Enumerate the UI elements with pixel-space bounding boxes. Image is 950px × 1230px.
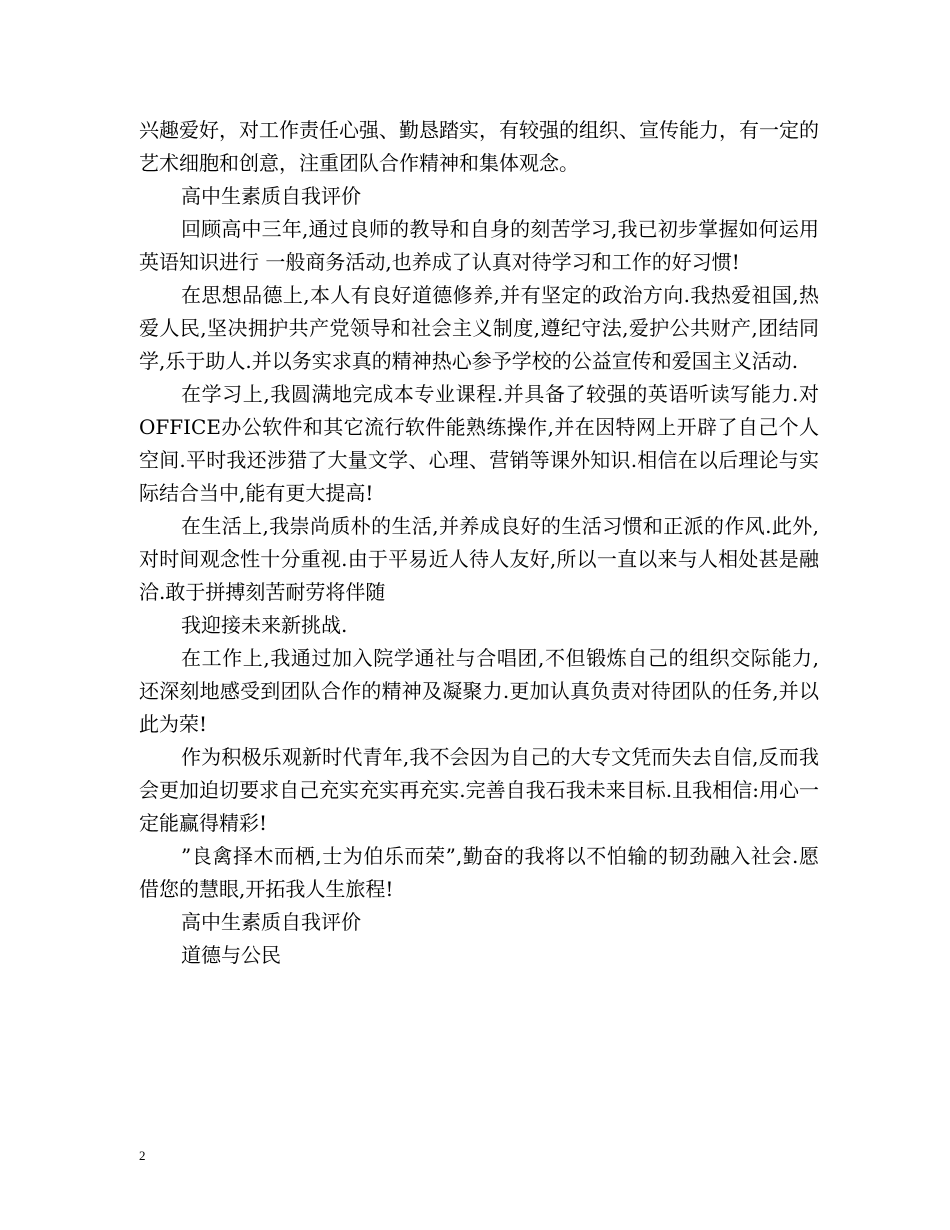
document-body (139, 114, 819, 972)
page-number: 2 (139, 1148, 146, 1163)
paragraph-life: 在生活上,我崇尚质朴的生活,并养成良好的生活习惯和正派的作风.此外,对时间观念性十分重视.由于平易近人待人友好,所以一直以来与人相处甚是融洽.敢于拼搏刻苦耐劳将伴随 (139, 514, 819, 604)
paragraph-review: 回顾高中三年,通过良师的教导和自身的刻苦学习,我已初步掌握如何运用英语知识进行 一般商务活动,也养成了认真对待学习和工作的好习惯! (139, 217, 819, 274)
paragraph-life-continuation: 我迎接未来新挑战. (181, 613, 348, 637)
paragraph-confidence: 作为积极乐观新时代青年,我不会因为自己的大专文凭而失去自信,反而我会更加迫切要求自己充实充实再充实.完善自我石我未来目标.且我相信:用心一定能赢得精彩! (139, 745, 819, 835)
section-heading-morality-citizenship: 道德与公民 (181, 943, 281, 967)
paragraph-morality: 在思想品德上,本人有良好道德修养,并有坚定的政治方向.我热爱祖国,热爱人民,坚决拥护共产党领导和社会主义制度,遵纪守法,爱护公共财产,团结同学,乐于助人.并以务实求真的精神热心参予学校的公益宣传和爱国主义活动. (139, 283, 819, 373)
paragraph-quote: ”良禽择木而栖,士为伯乐而荣”,勤奋的我将以不怕输的韧劲融入社会.愿借您的慧眼,开拓我人生旅程! (139, 844, 819, 901)
paragraph-intro-continuation: 兴趣爱好，对工作责任心强、勤恳踏实，有较强的组织、宣传能力，有一定的艺术细胞和创意，注重团队合作精神和集体观念。 (139, 118, 819, 175)
section-heading-self-evaluation: 高中生素质自我评价 (181, 184, 361, 208)
paragraph-work: 在工作上,我通过加入院学通社与合唱团,不但锻炼自己的组织交际能力,还深刻地感受到团队合作的精神及凝聚力.更加认真负责对待团队的任务,并以此为荣! (139, 646, 819, 736)
section-heading-self-evaluation-2: 高中生素质自我评价 (181, 910, 361, 934)
paragraph-study: 在学习上,我圆满地完成本专业课程.并具备了较强的英语听读写能力.对OFFICE办公软件和其它流行软件能熟练操作,并在因特网上开辟了自己个人空间.平时我还涉猎了大量文学、心理、营销等课外知识.相信在以后理论与实际结合当中,能有更大提高! (139, 382, 819, 505)
